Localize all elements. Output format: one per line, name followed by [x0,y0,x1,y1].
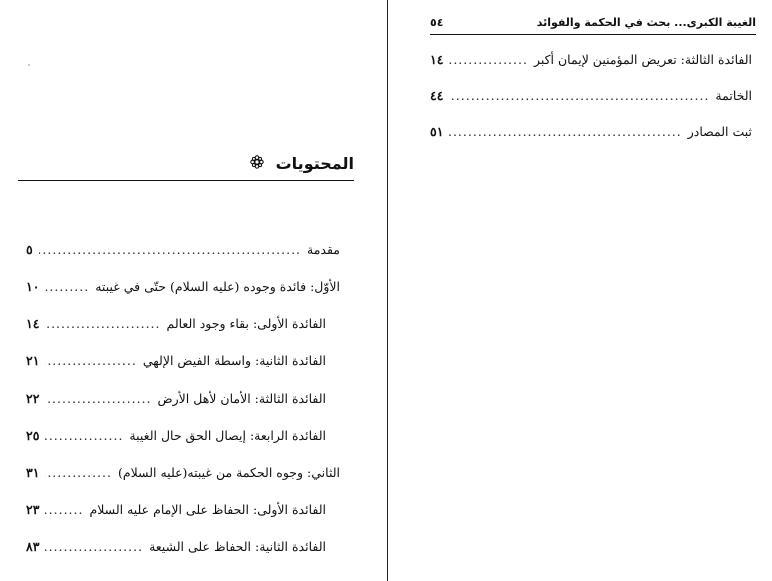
toc-entry-page: ٢٢ [26,391,40,406]
toc-entry-label: الفائدة الأولى: الحفاظ على الإمام عليه السلام [89,502,326,517]
toc-entry[interactable] [26,279,340,294]
toc-entry[interactable] [26,316,326,331]
running-header-page-number: ٥٤ [430,15,444,29]
toc-entry-page: ٤٤ [430,88,444,103]
toc-entry[interactable] [430,88,752,103]
dot-leader [45,539,143,554]
toc-entry[interactable] [430,52,752,67]
toc-heading-title: المحتويات [275,153,354,173]
toc-entry[interactable] [26,428,326,443]
toc-entry-label: الأوّل: فائدة وجوده (عليه السلام) حتّى في غيبته [95,279,340,294]
dot-leader [45,279,89,294]
toc-entry-page: ٣١ [26,465,40,480]
dot-leader [45,353,136,368]
dot-leader [45,391,151,406]
flower-ornament-icon [250,154,264,173]
toc-entry-page: ١٠ [26,279,40,294]
toc-entry-label: الفائدة الثانية: واسطة الفيض الإلهي [142,353,326,368]
dot-leader [45,428,123,443]
running-header [430,12,756,35]
toc-entry-label: الثاني: وجوه الحكمة من غيبته(عليه السلام) [117,465,340,480]
toc-entry[interactable] [26,391,326,406]
toc-entry-page: ٥ [26,242,33,257]
dot-leader [45,502,83,517]
toc-entry-page: ٢٥ [26,428,40,443]
toc-entry-label: الفائدة الثالثة: تعريض المؤمنين لإيمان أكبر [533,52,752,67]
toc-entry-label: الفائدة الأولى: بقاء وجود العالم [166,316,326,331]
running-header-title: الغيبة الكبرى... بحث في الحكمة والفوائد [536,15,756,29]
toc-entry-page: ٥١ [430,124,444,139]
toc-entry-page: ٢١ [26,353,40,368]
dot-leader [45,465,112,480]
toc-entry-page: ١٤ [26,316,40,331]
toc-entry[interactable] [26,502,326,517]
dot-leader [39,242,301,257]
dot-leader [45,316,160,331]
toc-entry-page: ٨٣ [26,539,40,554]
toc-heading [18,146,354,181]
toc-entry-page: ١٤ [430,52,444,67]
dot-leader [449,52,528,67]
toc-entry-page: ٢٣ [26,502,40,517]
toc-entry-label: مقدمة [307,242,340,257]
toc-entry[interactable] [26,539,326,554]
toc-entry-label: الفائدة الثانية: الحفاظ على الشيعة [149,539,326,554]
toc-entry-label: الفائدة الثالثة: الأمان لأهل الأرض [157,391,326,406]
toc-entry[interactable] [26,242,340,257]
toc-entry-label: الفائدة الرابعة: إيصال الحق حال الغيبة [129,428,326,443]
toc-entry[interactable] [430,124,752,139]
page-divider [387,0,388,581]
dot-leader [449,124,681,139]
toc-entry[interactable] [26,353,326,368]
dot-leader [449,88,709,103]
toc-entry-label: الخاتمة [715,88,752,103]
toc-entry[interactable] [26,465,340,480]
page-speck [28,64,30,66]
toc-entry-label: ثبت المصادر [687,124,752,139]
